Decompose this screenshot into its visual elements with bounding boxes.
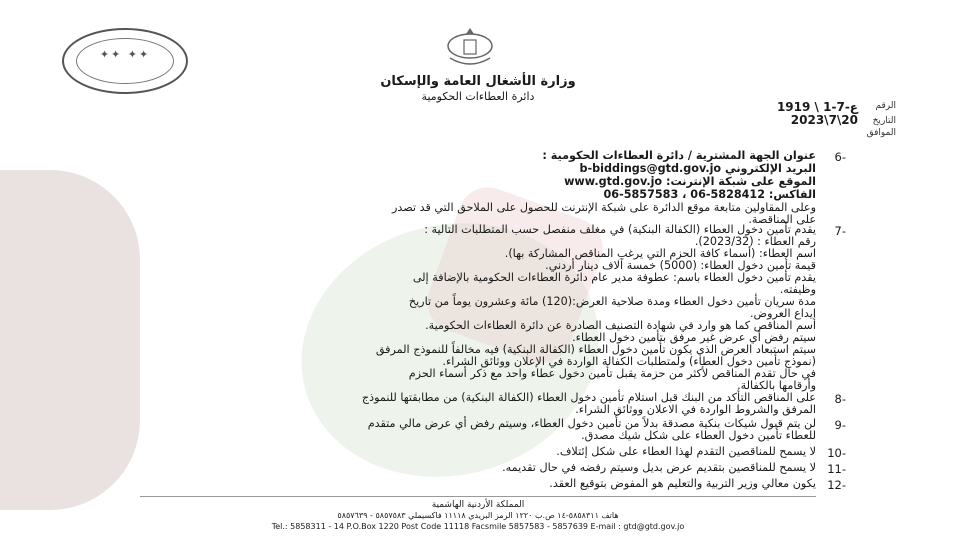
ref-value: ع-7-1 \ 1919 — [776, 100, 858, 114]
item-line: يقدم تأمين دخول العطاء باسم: عطوفة مدير عام دائرة العطاءات الحكومية بالإضافة إلى — [412, 271, 816, 284]
item-line: على المناقص التأكد من البنك قبل استلام تأمين دخول العطاء (الكفالة البنكية) من مطابقتها للنموذج — [361, 391, 816, 404]
item-line: عنوان الجهة المشترية / دائرة العطاءات الحكومية : — [542, 149, 816, 162]
item-line: قيمة تأمين دخول العطاء: (5000) خمسة آلاف دينار أردني. — [545, 259, 816, 272]
item-line: وعلى المقاولين متابعة موقع الدائرة على شبكة الإنترنت للحصول على الملاحق التي قد تصدر — [391, 201, 816, 214]
item-number: 11- — [827, 462, 846, 476]
item-line: لن يتم قبول شيكات بنكية مصدقة بدلاً من تأمين دخول العطاء، وسيتم رفض أي عرض مالي متقدم — [367, 417, 816, 430]
item-line: لا يسمح للمناقصين بتقديم عرض بديل وسيتم رفضه في حال تقديمه. — [502, 461, 816, 474]
footer-divider — [140, 496, 816, 497]
item-number: 7- — [834, 224, 846, 238]
item-line: سيتم رفض أي عرض غير مرفق بتأمين دخول العطاء. — [572, 331, 816, 344]
item-line: في حال تقدم المناقص لأكثر من حزمة يقبل تأمين دخول عطاء واحد مع ذكر أسماء الحزم — [408, 367, 816, 380]
item-line: مدة سريان تأمين دخول العطاء ومدة صلاحية العرض:(120) مائة وعشرون يوماً من تاريخ — [408, 295, 816, 308]
item-number: 10- — [827, 446, 846, 460]
footer-contact-english: Tel.: 5858311 - 14 P.O.Box 1220 Post Code 11118 Facsmile 5857583 - 5857639 E-mail : gtd@gtd.gov.jo — [271, 522, 685, 531]
hijri-label: الموافق — [866, 128, 896, 138]
item-number: 6- — [834, 150, 846, 164]
ministry-title: وزارة الأشغال العامة والإسكان — [380, 74, 576, 89]
footer-contact-arabic: هاتف ٥٨٥٨٣١١-١٤ ص.ب ١٢٢٠ الرمز البريدي ١١١١٨ فاكسيملي ٥٨٥٧٥٨٣ - ٥٨٥٧٦٣٩ — [337, 511, 619, 520]
item-line: (نموذج تأمين دخول العطاء) ولمتطلبات الكفالة الواردة في الإعلان ووثائق الشراء. — [442, 355, 816, 368]
item-line: رقم العطاء : (2023/32). — [694, 235, 816, 248]
item-line: يقدم تأمين دخول العطاء (الكفالة البنكية) في مغلف منفصل حسب المتطلبات التالية : — [424, 223, 816, 236]
item-line: اسم المناقص كما هو وارد في شهادة التصنيف الصادرة عن دائرة العطاءات الحكومية. — [425, 319, 816, 332]
footer-country: المملكة الأردنية الهاشمية — [431, 500, 525, 510]
item-number: 8- — [834, 392, 846, 406]
item-line: لا يسمح للمناقصين التقدم لهذا العطاء على شكل إئتلاف. — [556, 445, 816, 458]
department-title: دائرة العطاءات الحكومية — [421, 90, 535, 103]
item-line: على المناقصة. — [748, 213, 816, 226]
date-label: التاريخ — [872, 116, 896, 126]
item-line: يكون معالي وزير التربية والتعليم هو المفوض بتوقيع العقد. — [549, 477, 816, 490]
item-line: للعطاء تأمين دخول العطاء على شكل شيك مصدق. — [581, 429, 816, 442]
date-value: 2023\7\20 — [790, 113, 858, 127]
seal-stars-icon: ✦✦ ✦✦ — [99, 48, 151, 61]
item-line: البريد الإلكتروني b-biddings@gtd.gov.jo — [579, 162, 816, 175]
item-line: سيتم استبعاد العرض الذي يكون تأمين دخول العطاء (الكفالة البنكية) فيه مخالفاً للنموذج المرفق — [375, 343, 816, 356]
item-line: المرفق والشروط الواردة في الاعلان ووثائق الشراء. — [575, 403, 816, 416]
item-line: إيداع العروض. — [749, 307, 816, 320]
item-line: وأرقامها بالكفالة. — [737, 379, 816, 392]
item-number: 9- — [834, 418, 846, 432]
watermark-red-shape — [0, 170, 140, 510]
item-line: الموقع على شبكة الإنترنت: www.gtd.gov.jo — [564, 175, 816, 188]
item-number: 12- — [827, 478, 846, 492]
coat-of-arms-icon — [440, 24, 500, 72]
item-line: وظيفته. — [779, 283, 816, 296]
ref-label: الرقم — [875, 101, 896, 111]
item-line: اسم العطاء: (أسماء كافة الحزم التي يرغب المناقص المشاركة بها). — [504, 247, 816, 260]
item-line: الفاكس: 5828412-06 ، 5857583-06 — [603, 188, 816, 201]
